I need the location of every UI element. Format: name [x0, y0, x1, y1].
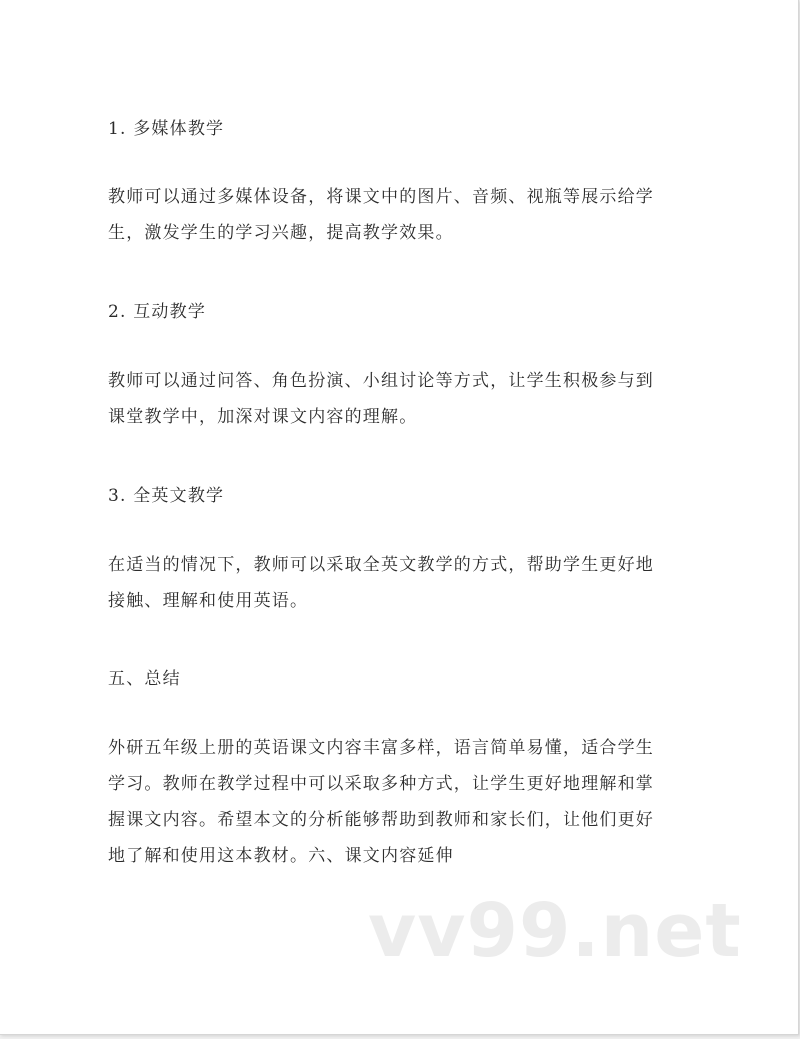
- section-heading-english: 3. 全英文教学: [108, 486, 225, 506]
- section-body-interactive: [108, 363, 654, 435]
- body-line: 学习。教师在教学过程中可以采取多种方式，让学生更好地理解和掌: [108, 774, 654, 794]
- body-line: 生，激发学生的学习兴趣，提高教学效果。: [108, 223, 454, 243]
- section-heading-interactive: 2. 互动教学: [108, 302, 207, 322]
- watermark: vv99.net: [368, 888, 742, 974]
- section-body-summary: [108, 730, 654, 874]
- body-line: 地了解和使用这本教材。六、课文内容延伸: [108, 846, 454, 866]
- body-line: 握课文内容。希望本文的分析能够帮助到教师和家长们，让他们更好: [108, 810, 654, 830]
- body-line: 在适当的情况下，教师可以采取全英文教学的方式，帮助学生更好地: [108, 555, 654, 575]
- section-body-multimedia: [108, 179, 654, 251]
- body-line: 教师可以通过问答、角色扮演、小组讨论等方式，让学生积极参与到: [108, 371, 654, 391]
- section-body-english: [108, 547, 654, 619]
- body-line: 外研五年级上册的英语课文内容丰富多样，语言简单易懂，适合学生: [108, 738, 654, 758]
- section-heading-multimedia: 1. 多媒体教学: [108, 119, 225, 139]
- body-line: 教师可以通过多媒体设备，将课文中的图片、音频、视瓶等展示给学: [108, 187, 654, 207]
- section-heading-summary: 五、总结: [108, 669, 181, 689]
- body-line: 接触、理解和使用英语。: [108, 591, 309, 611]
- body-line: 课堂教学中，加深对课文内容的理解。: [108, 407, 418, 427]
